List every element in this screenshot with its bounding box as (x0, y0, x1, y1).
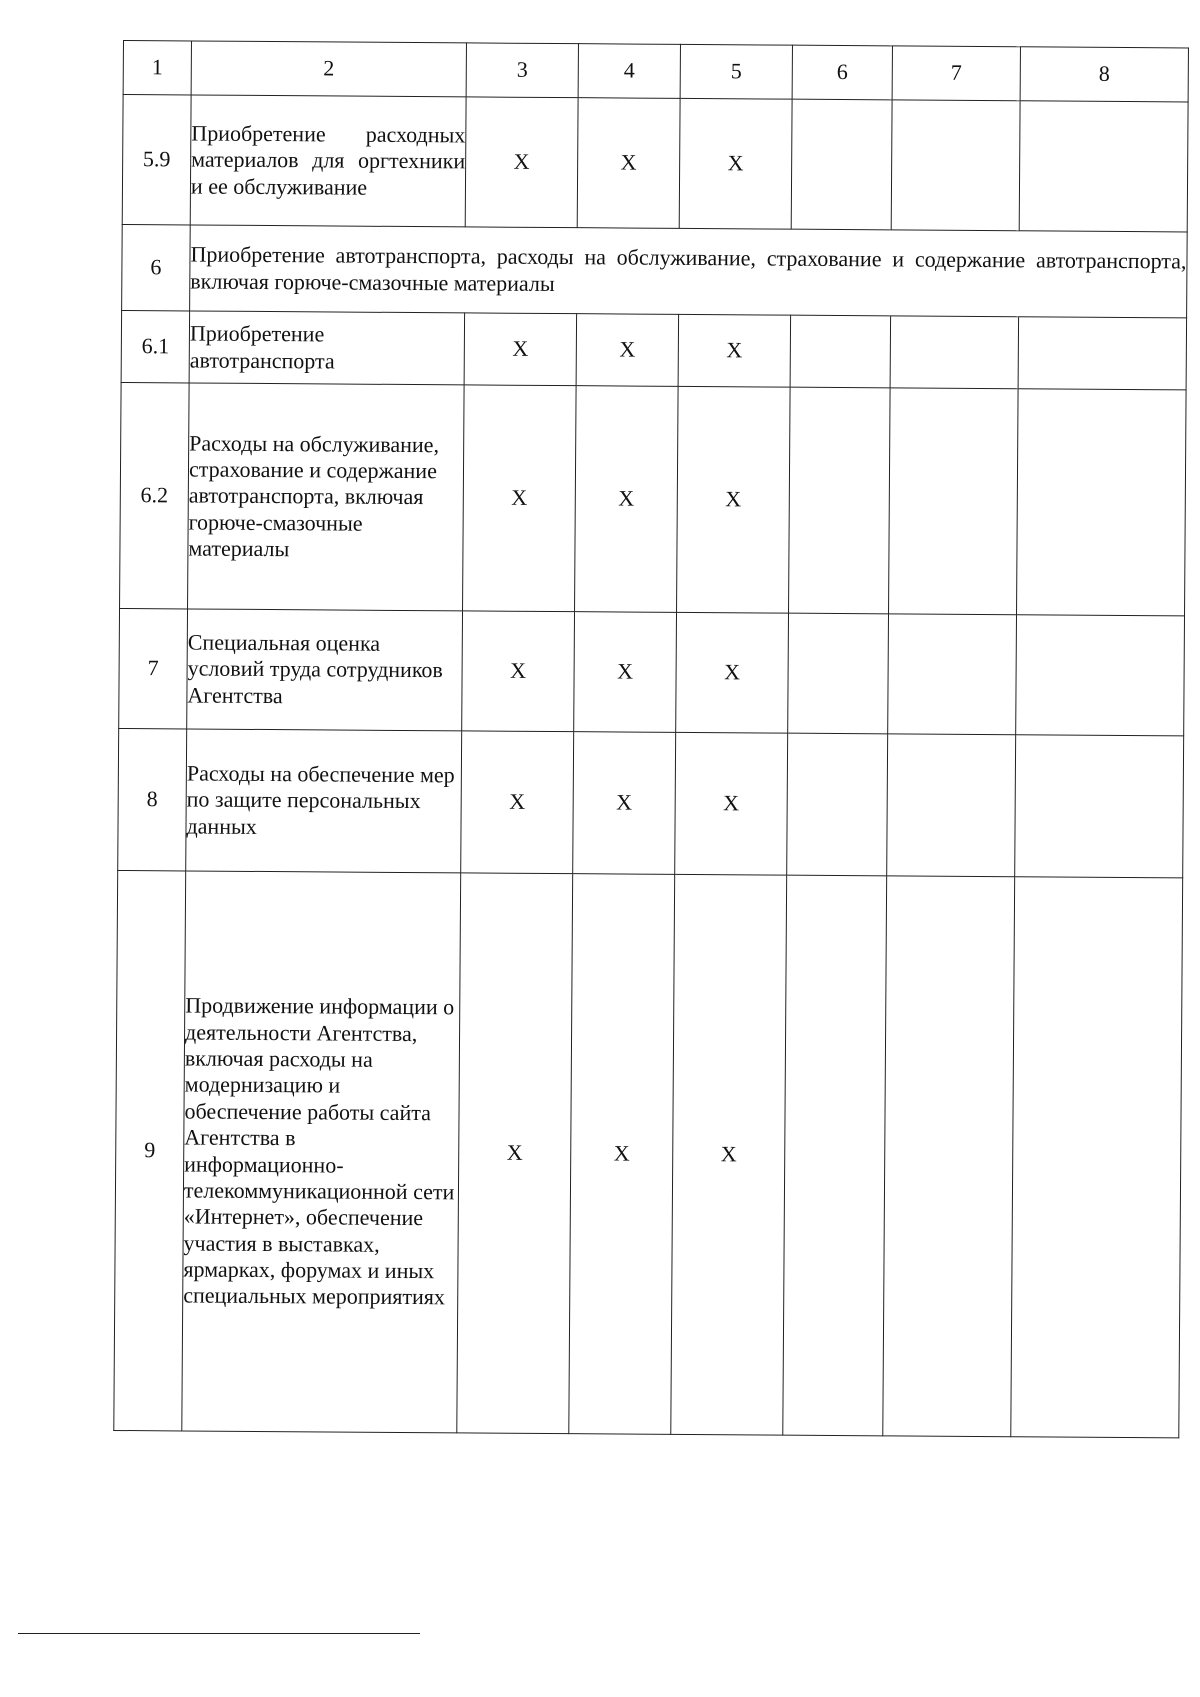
row-number: 8 (118, 728, 187, 870)
col-header-8: 8 (1020, 47, 1188, 102)
mark-cell: X (677, 386, 791, 613)
mark-cell (790, 315, 891, 388)
row-description: Расходы на обслуживание, страхование и содержание автотранспорта, включая горюче-смазочные материалы (188, 383, 465, 611)
row-number: 9 (114, 870, 186, 1430)
mark-cell: X (678, 314, 790, 387)
table-container (113, 40, 1188, 1438)
mark-cell: X (457, 873, 573, 1434)
table-row (122, 95, 1188, 232)
mark-cell (1018, 317, 1186, 390)
mark-cell: X (574, 612, 677, 733)
row-number: 6.2 (120, 382, 190, 608)
mark-cell (1011, 877, 1183, 1438)
mark-cell: X (464, 313, 576, 386)
mark-cell (787, 733, 888, 876)
col-header-7: 7 (892, 46, 1020, 101)
mark-cell: X (676, 612, 789, 733)
mark-cell: X (569, 874, 675, 1435)
header-row (123, 41, 1188, 102)
mark-cell (1016, 615, 1185, 736)
mark-cell (888, 614, 1017, 735)
row-number: 6 (122, 224, 191, 310)
col-header-5: 5 (680, 44, 792, 99)
expense-table (113, 40, 1189, 1438)
section-description: Приобретение автотранспорта, расходы на обслуживание, страхование и содержание автотранспорта, включая горюче-смазочные материалы (190, 225, 1188, 318)
table-row (119, 608, 1185, 735)
col-header-1: 1 (123, 41, 191, 95)
mark-cell (791, 99, 892, 230)
row-number: 5.9 (122, 95, 191, 225)
mark-cell (887, 734, 1016, 877)
mark-cell: X (461, 731, 574, 874)
mark-cell: X (576, 314, 679, 387)
mark-cell (883, 876, 1015, 1437)
mark-cell (788, 613, 889, 734)
table-row (120, 382, 1187, 615)
row-description: Приобретение расходных материалов для оргтехники и ее обслуживание (190, 95, 466, 227)
table-row (114, 870, 1183, 1437)
mark-cell: X (671, 874, 787, 1435)
mark-cell (1019, 101, 1188, 232)
mark-cell (789, 387, 891, 614)
col-header-2: 2 (191, 41, 466, 97)
mark-cell: X (573, 732, 676, 875)
table-row (121, 310, 1186, 389)
mark-cell: X (577, 98, 680, 229)
mark-cell: X (575, 386, 679, 613)
mark-cell: X (679, 98, 792, 229)
mark-cell: X (463, 385, 577, 612)
mark-cell: X (462, 611, 575, 732)
col-header-4: 4 (578, 44, 680, 99)
mark-cell: X (465, 97, 578, 228)
row-description: Специальная оценка условий труда сотрудников Агентства (187, 609, 463, 731)
row-number: 7 (119, 608, 188, 728)
col-header-3: 3 (466, 43, 578, 98)
mark-cell (1015, 735, 1184, 878)
mark-cell (1017, 389, 1187, 616)
row-description: Приобретение автотранспорта (189, 311, 464, 385)
col-header-6: 6 (792, 45, 892, 100)
row-number: 6.1 (121, 310, 190, 382)
footnote-separator-line (18, 1633, 420, 1634)
table-row (118, 728, 1184, 877)
mark-cell (889, 388, 1019, 615)
mark-cell (891, 100, 1020, 231)
row-description: Расходы на обеспечение мер по защите персональных данных (186, 729, 462, 873)
mark-cell (783, 875, 887, 1436)
mark-cell (890, 316, 1018, 389)
row-description: Продвижение информации о деятельности Агентства, включая расходы на модернизацию и обеспечение работы сайта Агентства в информационно-телекоммуникационной сети «Интернет», обеспечение участия в выставках, ярмарках, форумах и иных специальных мероприятиях (182, 871, 461, 1433)
section-row (122, 224, 1188, 317)
mark-cell: X (675, 732, 788, 875)
